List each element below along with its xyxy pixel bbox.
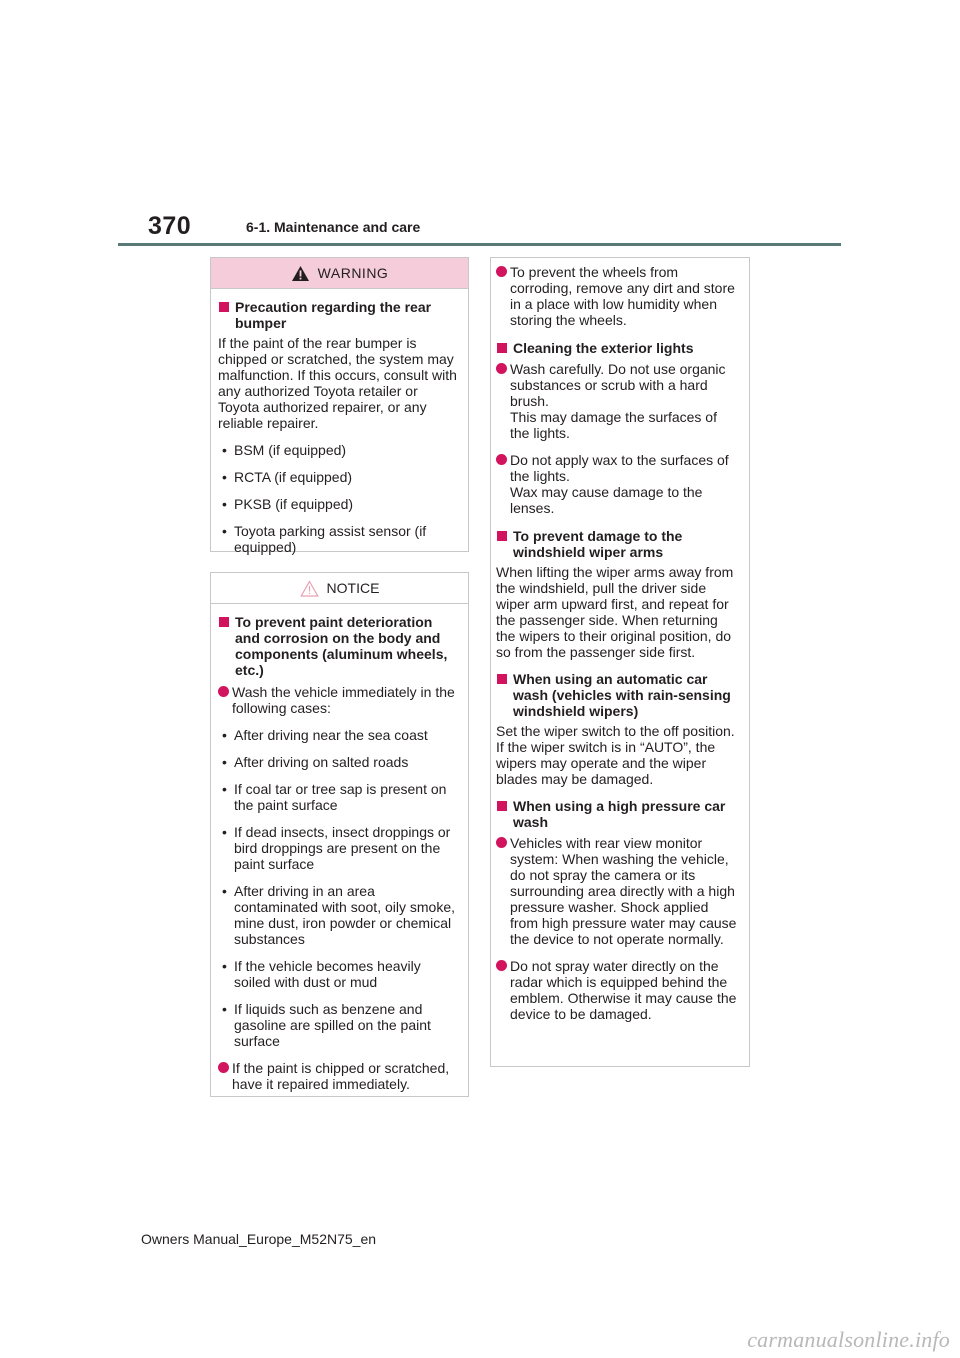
list-item: • If liquids such as benzene and gasoline are spilled on the paint surface — [218, 1001, 459, 1049]
watermark: carmanualsonline.info — [747, 1327, 950, 1352]
list-item: • Toyota parking assist sensor (if equipped) — [218, 523, 459, 555]
circle-item-text: Wash carefully. Do not use organic substances or scrub with a hard brush. — [510, 361, 726, 409]
warning-label: WARNING — [317, 265, 389, 281]
circle-item-text: Vehicles with rear view monitor system: When washing the vehicle, do not spray the camera or its surrounding area directly with a high pressure washer. Shock applied from high pressure water may cause the device to not operate normally. — [510, 835, 737, 947]
circle-item — [496, 958, 740, 1022]
square-bullet-icon — [219, 302, 229, 312]
warning-box — [210, 257, 469, 555]
square-bullet-icon — [219, 617, 229, 627]
circle-bullet-icon — [496, 266, 507, 277]
autowash-paragraph: Set the wiper switch to the off position. If the wiper switch is in “AUTO”, the wipers may operate and the wiper blades may be damaged. — [496, 723, 735, 787]
wiper-paragraph: When lifting the wiper arms away from the windshield, pull the driver side wiper arm upward first, and repeat for the passenger side. When returning the wipers to their original position, do so from the passenger side first. — [496, 564, 734, 660]
list-item: • BSM (if equipped) — [218, 442, 459, 458]
warning-heading — [218, 299, 459, 331]
circle-item-text: To prevent the wheels from corroding, remove any dirt and store in a place with low humidity when storing the wheels. — [510, 264, 735, 328]
pressure-heading — [496, 798, 740, 830]
lights-heading — [496, 340, 740, 356]
notice-heading — [218, 614, 459, 678]
list-item: • If the vehicle becomes heavily soiled with dust or mud — [218, 958, 459, 990]
warning-heading-text: Precaution regarding the rear bumper — [235, 299, 432, 331]
circle-item — [218, 684, 459, 716]
circle-item — [496, 835, 740, 947]
list-item: • After driving on salted roads — [218, 754, 459, 770]
square-bullet-icon — [497, 801, 507, 811]
warning-header — [211, 258, 468, 289]
notice-continued-box — [490, 257, 750, 1067]
notice-heading-text: To prevent paint deterioration and corrosion on the body and components (aluminum wheels, etc.) — [235, 614, 448, 678]
autowash-heading-text: When using an automatic car wash (vehicles with rain-sensing windshield wipers) — [513, 671, 731, 719]
circle-item-text: Do not spray water directly on the radar which is equipped behind the emblem. Otherwise it may cause the device to be damaged. — [510, 958, 737, 1022]
notice-header — [211, 573, 468, 604]
page-number: 370 — [148, 212, 192, 240]
notice-box — [210, 572, 469, 1097]
list-item: • If coal tar or tree sap is present on the paint surface — [218, 781, 459, 813]
section-title: 6-1. Maintenance and care — [246, 219, 421, 235]
pressure-heading-text: When using a high pressure car wash — [513, 798, 726, 830]
wiper-heading-text: To prevent damage to the windshield wiper arms — [513, 528, 683, 560]
circle-item — [496, 361, 740, 441]
list-item: • After driving near the sea coast — [218, 727, 459, 743]
warning-paragraph: If the paint of the rear bumper is chipped or scratched, the system may malfunction. If this occurs, consult with any authorized Toyota retailer or Toyota authorized repairer, or any reliable repairer. — [218, 335, 457, 431]
list-item: • After driving in an area contaminated with soot, oily smoke, mine dust, iron powder or chemical substances — [218, 883, 459, 947]
circle-bullet-icon — [218, 686, 229, 697]
circle-item-text: If the paint is chipped or scratched, have it repaired immediately. — [232, 1060, 450, 1092]
footer-text: Owners Manual_Europe_M52N75_en — [141, 1231, 377, 1247]
circle-bullet-icon — [496, 960, 507, 971]
list-item: • RCTA (if equipped) — [218, 469, 459, 485]
circle-bullet-icon — [218, 1062, 229, 1073]
header-rule — [118, 243, 841, 246]
list-item: • If dead insects, insect droppings or bird droppings are present on the paint surface — [218, 824, 459, 872]
circle-item — [496, 264, 740, 328]
circle-bullet-icon — [496, 454, 507, 465]
circle-item-text: Wash the vehicle immediately in the following cases: — [232, 684, 455, 716]
square-bullet-icon — [497, 674, 507, 684]
circle-bullet-icon — [496, 837, 507, 848]
circle-item-text: Do not apply wax to the surfaces of the lights. — [510, 452, 729, 484]
square-bullet-icon — [497, 531, 507, 541]
notice-label: NOTICE — [326, 580, 380, 596]
lights-heading-text: Cleaning the exterior lights — [513, 340, 694, 356]
circle-item-text: This may damage the surfaces of the lights. — [510, 409, 717, 441]
square-bullet-icon — [497, 343, 507, 353]
circle-item — [218, 1060, 459, 1092]
wiper-heading — [496, 528, 740, 560]
circle-item-text: Wax may cause damage to the lenses. — [510, 484, 703, 516]
warning-triangle-icon — [291, 265, 310, 282]
circle-bullet-icon — [496, 363, 507, 374]
circle-item — [496, 452, 740, 516]
caution-triangle-icon — [300, 580, 319, 597]
list-item: • PKSB (if equipped) — [218, 496, 459, 512]
autowash-heading — [496, 671, 740, 719]
